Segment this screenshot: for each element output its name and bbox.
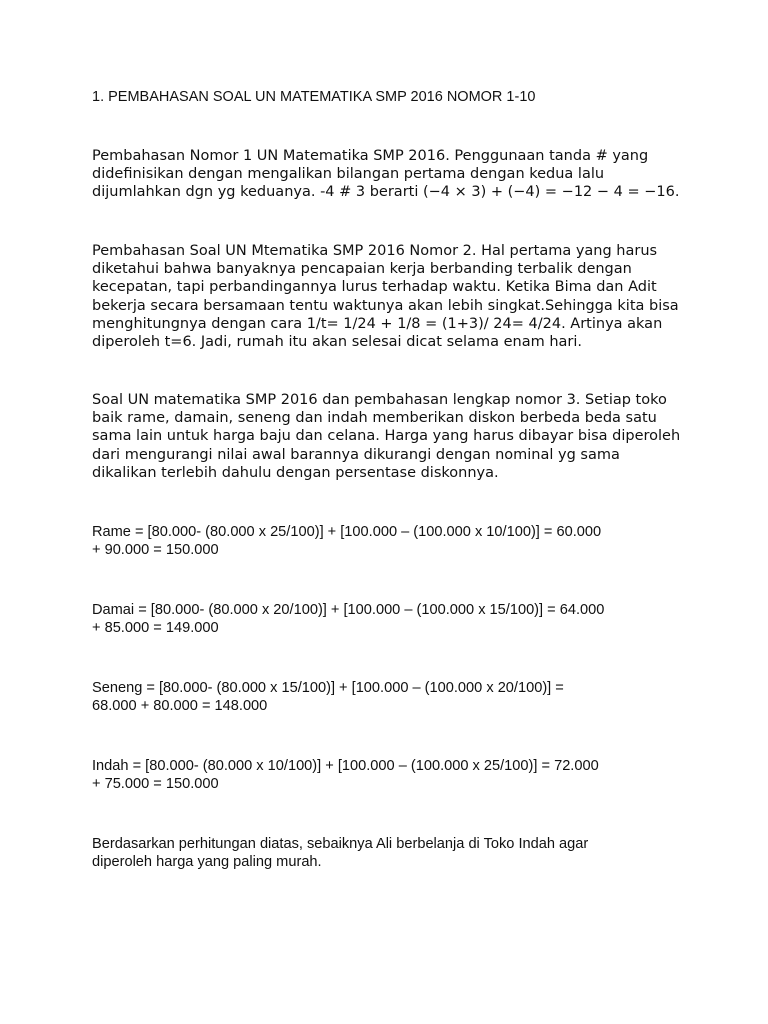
- document-heading: [92, 88, 692, 106]
- paragraph-line: diketahui bahwa banyaknya pencapaian kerja berbanding terbalik dengan: [92, 261, 632, 278]
- calc-rame: [92, 523, 692, 559]
- calc-line: Rame = [80.000- (80.000 x 25/100)] + [100.000 – (100.000 x 10/100)] = 60.000: [92, 524, 602, 540]
- paragraph-line: baik rame, damain, seneng dan indah memberikan diskon berbeda beda satu: [92, 410, 657, 427]
- conclusion-line: Berdasarkan perhitungan diatas, sebaiknya Ali berbelanja di Toko Indah agar: [92, 836, 589, 852]
- calc-line: Indah = [80.000- (80.000 x 10/100)] + [100.000 – (100.000 x 25/100)] = 72.000: [92, 758, 599, 774]
- paragraph-line: bekerja secara bersamaan tentu waktunya akan lebih singkat.Sehingga kita bisa: [92, 297, 679, 314]
- calc-line: 68.000 + 80.000 = 148.000: [92, 698, 268, 715]
- paragraph-line: Pembahasan Soal UN Mtematika SMP 2016 Nomor 2. Hal pertama yang harus: [92, 243, 658, 259]
- paragraph-line: diperoleh t=6. Jadi, rumah itu akan selesai dicat selama enam hari.: [92, 334, 582, 351]
- paragraph-line: kecepatan, tapi perbandingannya lurus terhadap waktu. Ketika Bima dan Adit: [92, 279, 657, 296]
- calc-line: + 75.000 = 150.000: [92, 776, 219, 793]
- paragraph-nomor-2: [92, 242, 692, 351]
- calc-damai: [92, 601, 692, 637]
- paragraph-nomor-3: [92, 391, 692, 482]
- calc-line: + 85.000 = 149.000: [92, 620, 219, 637]
- paragraph-nomor-1: [92, 147, 692, 202]
- heading-line: 1. PEMBAHASAN SOAL UN MATEMATIKA SMP 2016 NOMOR 1-10: [92, 89, 536, 105]
- paragraph-line: sama lain untuk harga baju dan celana. Harga yang harus dibayar bisa diperoleh: [92, 428, 681, 445]
- calc-line: Seneng = [80.000- (80.000 x 15/100)] + [100.000 – (100.000 x 20/100)] =: [92, 680, 564, 696]
- paragraph-line: menghitungnya dengan cara 1/t= 1/24 + 1/8 = (1+3)/ 24= 4/24. Artinya akan: [92, 315, 663, 332]
- paragraph-line: dari mengurangi nilai awal barannya dikurangi dengan nominal yg sama: [92, 446, 620, 463]
- calc-line: Damai = [80.000- (80.000 x 20/100)] + [100.000 – (100.000 x 15/100)] = 64.000: [92, 602, 605, 618]
- calc-indah: [92, 757, 692, 793]
- paragraph-line: Soal UN matematika SMP 2016 dan pembahasan lengkap nomor 3. Setiap toko: [92, 392, 667, 408]
- conclusion-line: diperoleh harga yang paling murah.: [92, 854, 322, 871]
- calc-line: + 90.000 = 150.000: [92, 542, 219, 559]
- conclusion-paragraph: [92, 835, 692, 871]
- paragraph-line: Pembahasan Nomor 1 UN Matematika SMP 2016. Penggunaan tanda # yang: [92, 148, 649, 164]
- paragraph-line: dikalikan terlebih dahulu dengan persentase diskonnya.: [92, 464, 499, 481]
- paragraph-line: dijumlahkan dgn yg keduanya. -4 # 3 berarti (−4 × 3) + (−4) = −12 − 4 = −16.: [92, 184, 680, 201]
- paragraph-line: didefinisikan dengan mengalikan bilangan pertama dengan kedua lalu: [92, 166, 605, 183]
- calc-seneng: [92, 679, 692, 715]
